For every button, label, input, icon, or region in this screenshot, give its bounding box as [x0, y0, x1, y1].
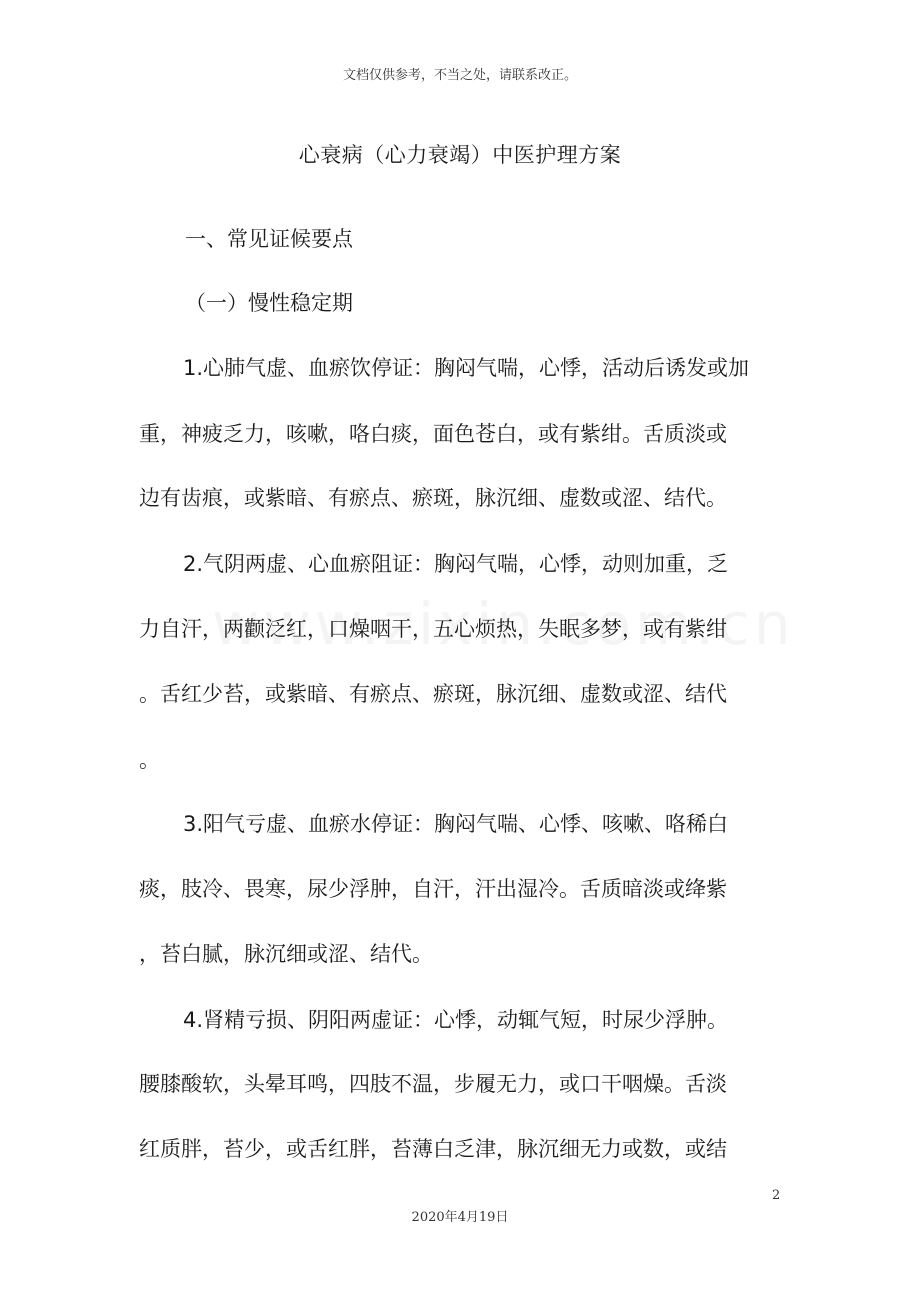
paragraph-line: 痰，肢冷、畏寒，尿少浮肿，自汗，汗出湿冷。舌质暗淡或绛紫 — [139, 877, 727, 901]
paragraph-line: 重，神疲乏力，咳嗽，咯白痰，面色苍白，或有紫绀。舌质淡或 — [139, 422, 727, 446]
paragraph-line: 力自汗，两颧泛红，口燥咽干，五心烦热，失眠多梦，或有紫绀 — [139, 617, 727, 641]
paragraph-line: 。舌红少苔，或紫暗、有瘀点、瘀斑，脉沉细、虚数或涩、结代 — [139, 682, 727, 706]
paragraph-line: 4.肾精亏损、阴阳两虚证：心悸，动辄气短，时尿少浮肿。 — [183, 1008, 729, 1032]
subsection-heading: （一）慢性稳定期 — [185, 291, 353, 315]
footer-date: 2020年4月19日 — [411, 1210, 509, 1225]
paragraph-line: 边有齿痕，或紫暗、有瘀点、瘀斑，脉沉细、虚数或涩、结代。 — [139, 486, 727, 510]
paragraph-line: ，苔白腻，脉沉细或涩、结代。 — [139, 942, 433, 966]
paragraph-line: 3.阳气亏虚、血瘀水停证：胸闷气喘、心悸、咳嗽、咯稀白 — [183, 812, 729, 836]
paragraph-line: 2.气阴两虚、心血瘀阻证：胸闷气喘，心悸，动则加重，乏 — [183, 552, 729, 576]
page-number: 2 — [772, 1188, 781, 1203]
document-title: 心衰病（心力衰竭）中医护理方案 — [298, 143, 622, 167]
paragraph-line: 。 — [139, 748, 160, 772]
section-heading: 一、常见证候要点 — [185, 227, 353, 251]
paragraph-line: 1.心肺气虚、血瘀饮停证：胸闷气喘，心悸，活动后诱发或加 — [183, 356, 750, 380]
paragraph-line: 腰膝酸软，头晕耳鸣，四肢不温，步履无力，或口干咽燥。舌淡 — [139, 1072, 727, 1096]
paragraph-line: 红质胖，苔少，或舌红胖，苔薄白乏津，脉沉细无力或数，或结 — [139, 1137, 727, 1161]
header-note: 文档仅供参考，不当之处，请联系改正。 — [342, 68, 577, 83]
